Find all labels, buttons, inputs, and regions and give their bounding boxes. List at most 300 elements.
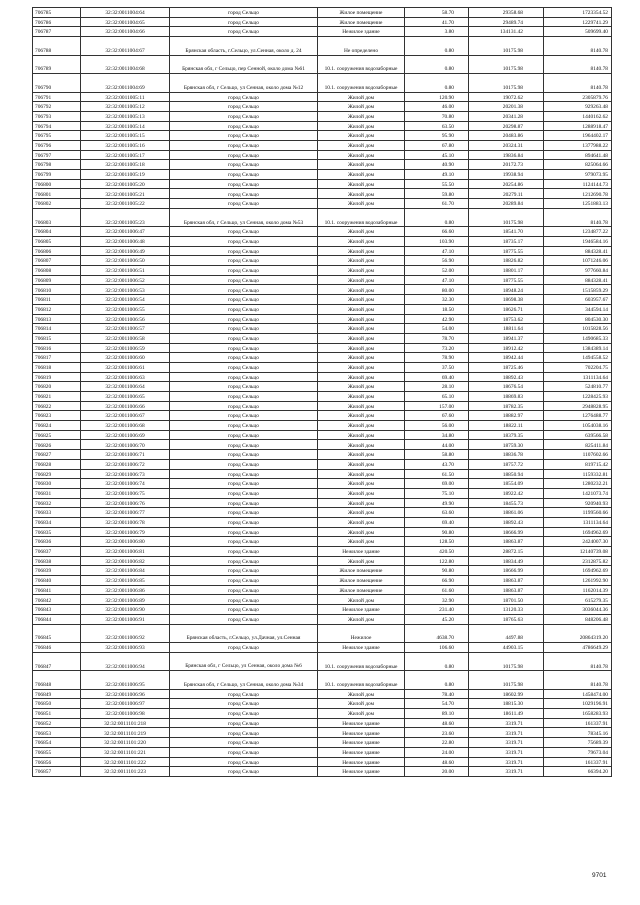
area-cell: 45.10 xyxy=(405,150,469,160)
object-type-cell: Нежилое здание xyxy=(318,27,405,37)
area-cell: 58.80 xyxy=(405,450,469,460)
row-number-cell: 706802 xyxy=(33,199,81,209)
table-row xyxy=(33,747,612,757)
area-cell: 4638.70 xyxy=(405,624,469,643)
cadastral-value-cell: 1280232.21 xyxy=(544,479,612,489)
address-cell: город Сельцо xyxy=(170,614,318,624)
unit-value-cell: 3319.71 xyxy=(469,767,544,777)
table-row xyxy=(33,27,612,37)
object-type-cell: Жилой дом xyxy=(318,150,405,160)
address-cell: город Сельцо xyxy=(170,527,318,537)
object-type-cell: Жилой дом xyxy=(318,556,405,566)
row-number-cell: 706840 xyxy=(33,576,81,586)
cadastral-value-cell: 1261992.90 xyxy=(544,576,612,586)
object-type-cell: Жилое помещение xyxy=(318,8,405,18)
address-cell: город Сельцо xyxy=(170,517,318,527)
unit-value-cell: 29489.74 xyxy=(469,17,544,27)
unit-value-cell: 18942.44 xyxy=(469,353,544,363)
cadastral-number-cell: 32:32:0011006:74 xyxy=(81,479,170,489)
row-number-cell: 706832 xyxy=(33,498,81,508)
area-cell: 34.80 xyxy=(405,430,469,440)
area-cell: 55.50 xyxy=(405,179,469,189)
cadastral-number-cell: 32:32:0011006:77 xyxy=(81,508,170,518)
unit-value-cell: 10175.98 xyxy=(469,74,544,93)
area-cell: 24.00 xyxy=(405,747,469,757)
cadastral-value-cell: 1311134.64 xyxy=(544,372,612,382)
row-number-cell: 706823 xyxy=(33,411,81,421)
address-cell: город Сельцо xyxy=(170,566,318,576)
cadastral-number-cell: 32:32:0011006:60 xyxy=(81,353,170,363)
cadastral-value-cell: 8140.78 xyxy=(544,652,612,671)
row-number-cell: 706817 xyxy=(33,353,81,363)
object-type-cell: Нежилое здание xyxy=(318,767,405,777)
cadastral-value-cell: 825411.84 xyxy=(544,440,612,450)
table-row xyxy=(33,595,612,605)
address-cell: город Сельцо xyxy=(170,488,318,498)
area-cell: 69.40 xyxy=(405,517,469,527)
unit-value-cell: 4497.88 xyxy=(469,624,544,643)
area-cell: 0.80 xyxy=(405,37,469,56)
cadastral-number-cell: 32:32:0011006:51 xyxy=(81,266,170,276)
unit-value-cell: 20172.73 xyxy=(469,160,544,170)
cadastral-value-cell: 344594.14 xyxy=(544,304,612,314)
area-cell: 20.00 xyxy=(405,767,469,777)
unit-value-cell: 134131.42 xyxy=(469,27,544,37)
area-cell: 69.00 xyxy=(405,479,469,489)
object-type-cell: Жилой дом xyxy=(318,440,405,450)
table-row xyxy=(33,411,612,421)
object-type-cell: Жилой дом xyxy=(318,111,405,121)
object-type-cell: Нежилое здание xyxy=(318,547,405,557)
unit-value-cell: 18676.54 xyxy=(469,382,544,392)
area-cell: 157.00 xyxy=(405,401,469,411)
address-cell: город Сельцо xyxy=(170,605,318,615)
unit-value-cell: 18735.17 xyxy=(469,237,544,247)
table-row xyxy=(33,74,612,93)
table-row xyxy=(33,199,612,209)
unit-value-cell: 20289.84 xyxy=(469,199,544,209)
address-cell: город Сельцо xyxy=(170,699,318,709)
area-cell: 23.60 xyxy=(405,728,469,738)
object-type-cell: Жилой дом xyxy=(318,170,405,180)
area-cell: 120.90 xyxy=(405,92,469,102)
object-type-cell: Жилой дом xyxy=(318,266,405,276)
unit-value-cell: 18882.97 xyxy=(469,411,544,421)
cadastral-value-cell: 819715.42 xyxy=(544,459,612,469)
row-number-cell: 706852 xyxy=(33,718,81,728)
address-cell: Брянская область, г.Сельцо, ул.Сенная, около д. 24 xyxy=(170,37,318,56)
object-type-cell: Жилой дом xyxy=(318,256,405,266)
cadastral-number-cell: 32:32:0011006:93 xyxy=(81,643,170,653)
area-cell: 18.50 xyxy=(405,304,469,314)
row-number-cell: 706830 xyxy=(33,479,81,489)
address-cell: город Сельцо xyxy=(170,537,318,547)
object-type-cell: 10.1. сооружения водозаборные xyxy=(318,74,405,93)
table-body xyxy=(33,8,612,777)
address-cell: город Сельцо xyxy=(170,411,318,421)
area-cell: 43.70 xyxy=(405,459,469,469)
area-cell: 69.40 xyxy=(405,372,469,382)
address-cell: город Сельцо xyxy=(170,595,318,605)
table-row xyxy=(33,362,612,372)
unit-value-cell: 18834.49 xyxy=(469,556,544,566)
object-type-cell: Жилой дом xyxy=(318,498,405,508)
cadastral-value-cell: 615279.35 xyxy=(544,595,612,605)
object-type-cell: Нежилое здание xyxy=(318,605,405,615)
row-number-cell: 706806 xyxy=(33,246,81,256)
cadastral-number-cell: 32:32:0011006:81 xyxy=(81,547,170,557)
row-number-cell: 706787 xyxy=(33,27,81,37)
table-row xyxy=(33,237,612,247)
cadastral-value-cell: 1054038.16 xyxy=(544,421,612,431)
object-type-cell: Жилое помещение xyxy=(318,566,405,576)
address-cell: город Сельцо xyxy=(170,430,318,440)
area-cell: 3.80 xyxy=(405,27,469,37)
unit-value-cell: 18626.71 xyxy=(469,304,544,314)
address-cell: город Сельцо xyxy=(170,718,318,728)
table-row xyxy=(33,295,612,305)
table-row xyxy=(33,170,612,180)
area-cell: 106.60 xyxy=(405,643,469,653)
address-cell: город Сельцо xyxy=(170,150,318,160)
unit-value-cell: 18541.70 xyxy=(469,227,544,237)
cadastral-value-cell: 1228425.93 xyxy=(544,392,612,402)
area-cell: 67.60 xyxy=(405,411,469,421)
cadastral-number-cell: 32:32:0011101:220 xyxy=(81,738,170,748)
area-cell: 78.90 xyxy=(405,353,469,363)
table-row xyxy=(33,430,612,440)
object-type-cell: Жилой дом xyxy=(318,421,405,431)
cadastral-value-cell: 884328.41 xyxy=(544,275,612,285)
object-type-cell: Жилой дом xyxy=(318,362,405,372)
area-cell: 63.50 xyxy=(405,121,469,131)
unit-value-cell: 20279.11 xyxy=(469,189,544,199)
address-cell: город Сельцо xyxy=(170,643,318,653)
row-number-cell: 706839 xyxy=(33,566,81,576)
unit-value-cell: 18666.99 xyxy=(469,566,544,576)
object-type-cell: 10.1. сооружения водозаборные xyxy=(318,671,405,690)
cadastral-value-cell: 509699.40 xyxy=(544,27,612,37)
object-type-cell: Нежилое здание xyxy=(318,643,405,653)
cadastral-value-cell: 1440162.62 xyxy=(544,111,612,121)
cadastral-number-cell: 32:32:0011006:65 xyxy=(81,392,170,402)
area-cell: 48.60 xyxy=(405,757,469,767)
unit-value-cell: 18725.46 xyxy=(469,362,544,372)
cadastral-value-cell: 3036044.36 xyxy=(544,605,612,615)
table-row xyxy=(33,246,612,256)
unit-value-cell: 20483.86 xyxy=(469,131,544,141)
cadastral-value-cell: 1251883.13 xyxy=(544,199,612,209)
unit-value-cell: 20341.28 xyxy=(469,111,544,121)
unit-value-cell: 18801.17 xyxy=(469,266,544,276)
cadastral-value-cell: 1162014.39 xyxy=(544,585,612,595)
cadastral-number-cell: 32:32:0011006:90 xyxy=(81,605,170,615)
cadastral-value-cell: 1458474.00 xyxy=(544,689,612,699)
table-row xyxy=(33,382,612,392)
row-number-cell: 706797 xyxy=(33,150,81,160)
area-cell: 0.80 xyxy=(405,652,469,671)
cadastral-number-cell: 32:32:0011004:64 xyxy=(81,8,170,18)
area-cell: 66.60 xyxy=(405,227,469,237)
cadastral-number-cell: 32:32:0011006:53 xyxy=(81,285,170,295)
area-cell: 48.60 xyxy=(405,718,469,728)
area-cell: 61.50 xyxy=(405,469,469,479)
row-number-cell: 706825 xyxy=(33,430,81,440)
area-cell: 65.10 xyxy=(405,392,469,402)
cadastral-value-cell: 804530.30 xyxy=(544,314,612,324)
cadastral-number-cell: 32:32:0011005:15 xyxy=(81,131,170,141)
object-type-cell: Жилой дом xyxy=(318,141,405,151)
unit-value-cell: 20254.86 xyxy=(469,179,544,189)
row-number-cell: 706801 xyxy=(33,189,81,199)
table-row xyxy=(33,556,612,566)
cadastral-value-cell: 1199560.66 xyxy=(544,508,612,518)
row-number-cell: 706841 xyxy=(33,585,81,595)
table-row xyxy=(33,718,612,728)
cadastral-number-cell: 32:32:0011101:223 xyxy=(81,767,170,777)
object-type-cell: Жилой дом xyxy=(318,333,405,343)
area-cell: 61.60 xyxy=(405,585,469,595)
cadastral-value-cell: 1029196.91 xyxy=(544,699,612,709)
address-cell: Брянская область, г.Сельцо, ул.Дачная, ул.Сенная xyxy=(170,624,318,643)
unit-value-cell: 18775.55 xyxy=(469,275,544,285)
cadastral-number-cell: 32:32:0011005:13 xyxy=(81,111,170,121)
row-number-cell: 706833 xyxy=(33,508,81,518)
row-number-cell: 706814 xyxy=(33,324,81,334)
cadastral-number-cell: 32:32:0011005:23 xyxy=(81,208,170,227)
area-cell: 37.50 xyxy=(405,362,469,372)
cadastral-number-cell: 32:32:0011006:70 xyxy=(81,440,170,450)
address-cell: город Сельцо xyxy=(170,585,318,595)
area-cell: 40.90 xyxy=(405,160,469,170)
cadastral-value-cell: 639566.58 xyxy=(544,430,612,440)
cadastral-number-cell: 32:32:0011005:12 xyxy=(81,102,170,112)
address-cell: город Сельцо xyxy=(170,440,318,450)
row-number-cell: 706794 xyxy=(33,121,81,131)
object-type-cell: Жилой дом xyxy=(318,517,405,527)
cadastral-value-cell: 1159332.81 xyxy=(544,469,612,479)
cadastral-value-cell: 929263.48 xyxy=(544,102,612,112)
unit-value-cell: 18611.49 xyxy=(469,709,544,719)
object-type-cell: Жилой дом xyxy=(318,689,405,699)
row-number-cell: 706799 xyxy=(33,170,81,180)
unit-value-cell: 18759.30 xyxy=(469,440,544,450)
register-sheet xyxy=(32,7,611,777)
unit-value-cell: 18912.42 xyxy=(469,343,544,353)
unit-value-cell: 18948.24 xyxy=(469,285,544,295)
row-number-cell: 706827 xyxy=(33,450,81,460)
table-row xyxy=(33,111,612,121)
cadastral-value-cell: 20864319.20 xyxy=(544,624,612,643)
cadastral-number-cell: 32:32:0011004:66 xyxy=(81,27,170,37)
cadastral-number-cell: 32:32:0011006:47 xyxy=(81,227,170,237)
cadastral-number-cell: 32:32:0011006:79 xyxy=(81,527,170,537)
unit-value-cell: 18455.73 xyxy=(469,498,544,508)
row-number-cell: 706800 xyxy=(33,179,81,189)
unit-value-cell: 20324.31 xyxy=(469,141,544,151)
address-cell: город Сельцо xyxy=(170,160,318,170)
row-number-cell: 706821 xyxy=(33,392,81,402)
unit-value-cell: 18815.30 xyxy=(469,699,544,709)
cadastral-number-cell: 32:32:0011005:21 xyxy=(81,189,170,199)
address-cell: город Сельцо xyxy=(170,372,318,382)
cadastral-number-cell: 32:32:0011006:92 xyxy=(81,624,170,643)
area-cell: 128.50 xyxy=(405,537,469,547)
row-number-cell: 706828 xyxy=(33,459,81,469)
unit-value-cell: 19072.62 xyxy=(469,92,544,102)
object-type-cell: Жилой дом xyxy=(318,450,405,460)
object-type-cell: Жилой дом xyxy=(318,285,405,295)
unit-value-cell: 18822.11 xyxy=(469,421,544,431)
table-row xyxy=(33,160,612,170)
table-row xyxy=(33,333,612,343)
address-cell: город Сельцо xyxy=(170,576,318,586)
cadastral-value-cell: 1946584.16 xyxy=(544,237,612,247)
area-cell: 32.90 xyxy=(405,595,469,605)
address-cell: город Сельцо xyxy=(170,304,318,314)
table-row xyxy=(33,757,612,767)
table-row xyxy=(33,285,612,295)
cadastral-number-cell: 32:32:0011006:56 xyxy=(81,314,170,324)
table-row xyxy=(33,498,612,508)
table-row xyxy=(33,671,612,690)
row-number-cell: 706792 xyxy=(33,102,81,112)
unit-value-cell: 18602.99 xyxy=(469,689,544,699)
cadastral-number-cell: 32:32:0011101:222 xyxy=(81,757,170,767)
row-number-cell: 706809 xyxy=(33,275,81,285)
row-number-cell: 706795 xyxy=(33,131,81,141)
unit-value-cell: 18753.62 xyxy=(469,314,544,324)
area-cell: 32.30 xyxy=(405,295,469,305)
area-cell: 28.10 xyxy=(405,382,469,392)
unit-value-cell: 18775.55 xyxy=(469,246,544,256)
row-number-cell: 706812 xyxy=(33,304,81,314)
area-cell: 90.80 xyxy=(405,527,469,537)
unit-value-cell: 3319.71 xyxy=(469,738,544,748)
cadastral-value-cell: 884328.41 xyxy=(544,246,612,256)
row-number-cell: 706842 xyxy=(33,595,81,605)
table-row xyxy=(33,314,612,324)
object-type-cell: Жилой дом xyxy=(318,246,405,256)
address-cell: город Сельцо xyxy=(170,469,318,479)
object-type-cell: Жилой дом xyxy=(318,199,405,209)
object-type-cell: Жилой дом xyxy=(318,392,405,402)
area-cell: 90.80 xyxy=(405,566,469,576)
object-type-cell: Жилой дом xyxy=(318,382,405,392)
table-row xyxy=(33,421,612,431)
page-number: 9701 xyxy=(592,872,607,879)
area-cell: 47.10 xyxy=(405,246,469,256)
cadastral-number-cell: 32:32:0011101:219 xyxy=(81,728,170,738)
area-cell: 42.90 xyxy=(405,314,469,324)
object-type-cell: 10.1. сооружения водозаборные xyxy=(318,652,405,671)
row-number-cell: 706848 xyxy=(33,671,81,690)
row-number-cell: 706788 xyxy=(33,37,81,56)
row-number-cell: 706856 xyxy=(33,757,81,767)
object-type-cell: Жилой дом xyxy=(318,411,405,421)
row-number-cell: 706826 xyxy=(33,440,81,450)
cadastral-number-cell: 32:32:0011006:98 xyxy=(81,709,170,719)
table-row xyxy=(33,227,612,237)
table-row xyxy=(33,517,612,527)
unit-value-cell: 29358.68 xyxy=(469,8,544,18)
row-number-cell: 706805 xyxy=(33,237,81,247)
object-type-cell: Жилой дом xyxy=(318,92,405,102)
cadastral-value-cell: 524810.77 xyxy=(544,382,612,392)
cadastral-value-cell: 75689.39 xyxy=(544,738,612,748)
table-row xyxy=(33,275,612,285)
cadastral-value-cell: 8140.78 xyxy=(544,37,612,56)
area-cell: 0.80 xyxy=(405,55,469,74)
address-cell: город Сельцо xyxy=(170,459,318,469)
table-row xyxy=(33,324,612,334)
table-row xyxy=(33,547,612,557)
cadastral-number-cell: 32:32:0011006:49 xyxy=(81,246,170,256)
area-cell: 89.10 xyxy=(405,709,469,719)
area-cell: 75.10 xyxy=(405,488,469,498)
object-type-cell: Нежилое xyxy=(318,624,405,643)
row-number-cell: 706798 xyxy=(33,160,81,170)
unit-value-cell: 18826.82 xyxy=(469,256,544,266)
cadastral-value-cell: 1288918.47 xyxy=(544,121,612,131)
unit-value-cell: 10175.98 xyxy=(469,37,544,56)
area-cell: 49.90 xyxy=(405,498,469,508)
cadastral-number-cell: 32:32:0011005:16 xyxy=(81,141,170,151)
address-cell: город Сельцо xyxy=(170,295,318,305)
object-type-cell: Жилое помещение xyxy=(318,17,405,27)
unit-value-cell: 18941.37 xyxy=(469,333,544,343)
table-row xyxy=(33,17,612,27)
unit-value-cell: 18698.38 xyxy=(469,295,544,305)
address-cell: город Сельцо xyxy=(170,92,318,102)
cadastral-number-cell: 32:32:0011006:66 xyxy=(81,401,170,411)
address-cell: город Сельцо xyxy=(170,343,318,353)
area-cell: 95.90 xyxy=(405,131,469,141)
row-number-cell: 706791 xyxy=(33,92,81,102)
area-cell: 41.70 xyxy=(405,17,469,27)
table-row xyxy=(33,208,612,227)
table-row xyxy=(33,92,612,102)
cadastral-value-cell: 8140.78 xyxy=(544,208,612,227)
row-number-cell: 706845 xyxy=(33,624,81,643)
unit-value-cell: 3319.71 xyxy=(469,728,544,738)
area-cell: 49.10 xyxy=(405,170,469,180)
cadastral-number-cell: 32:32:0011006:95 xyxy=(81,671,170,690)
unit-value-cell: 20201.38 xyxy=(469,102,544,112)
address-cell: город Сельцо xyxy=(170,246,318,256)
object-type-cell: Жилой дом xyxy=(318,508,405,518)
object-type-cell: Жилой дом xyxy=(318,343,405,353)
unit-value-cell: 3319.71 xyxy=(469,757,544,767)
area-cell: 63.60 xyxy=(405,508,469,518)
cadastral-number-cell: 32:32:0011006:61 xyxy=(81,362,170,372)
table-row xyxy=(33,537,612,547)
cadastral-value-cell: 979073.95 xyxy=(544,170,612,180)
object-type-cell: Жилой дом xyxy=(318,324,405,334)
area-cell: 44.00 xyxy=(405,440,469,450)
object-type-cell: Нежилое здание xyxy=(318,757,405,767)
row-number-cell: 706824 xyxy=(33,421,81,431)
row-number-cell: 706835 xyxy=(33,527,81,537)
cadastral-number-cell: 32:32:0011006:73 xyxy=(81,469,170,479)
unit-value-cell: 18863.87 xyxy=(469,585,544,595)
address-cell: город Сельцо xyxy=(170,179,318,189)
cadastral-value-cell: 1384389.14 xyxy=(544,343,612,353)
area-cell: 52.00 xyxy=(405,266,469,276)
row-number-cell: 706819 xyxy=(33,372,81,382)
cadastral-number-cell: 32:32:0011006:57 xyxy=(81,324,170,334)
unit-value-cell: 18811.64 xyxy=(469,324,544,334)
